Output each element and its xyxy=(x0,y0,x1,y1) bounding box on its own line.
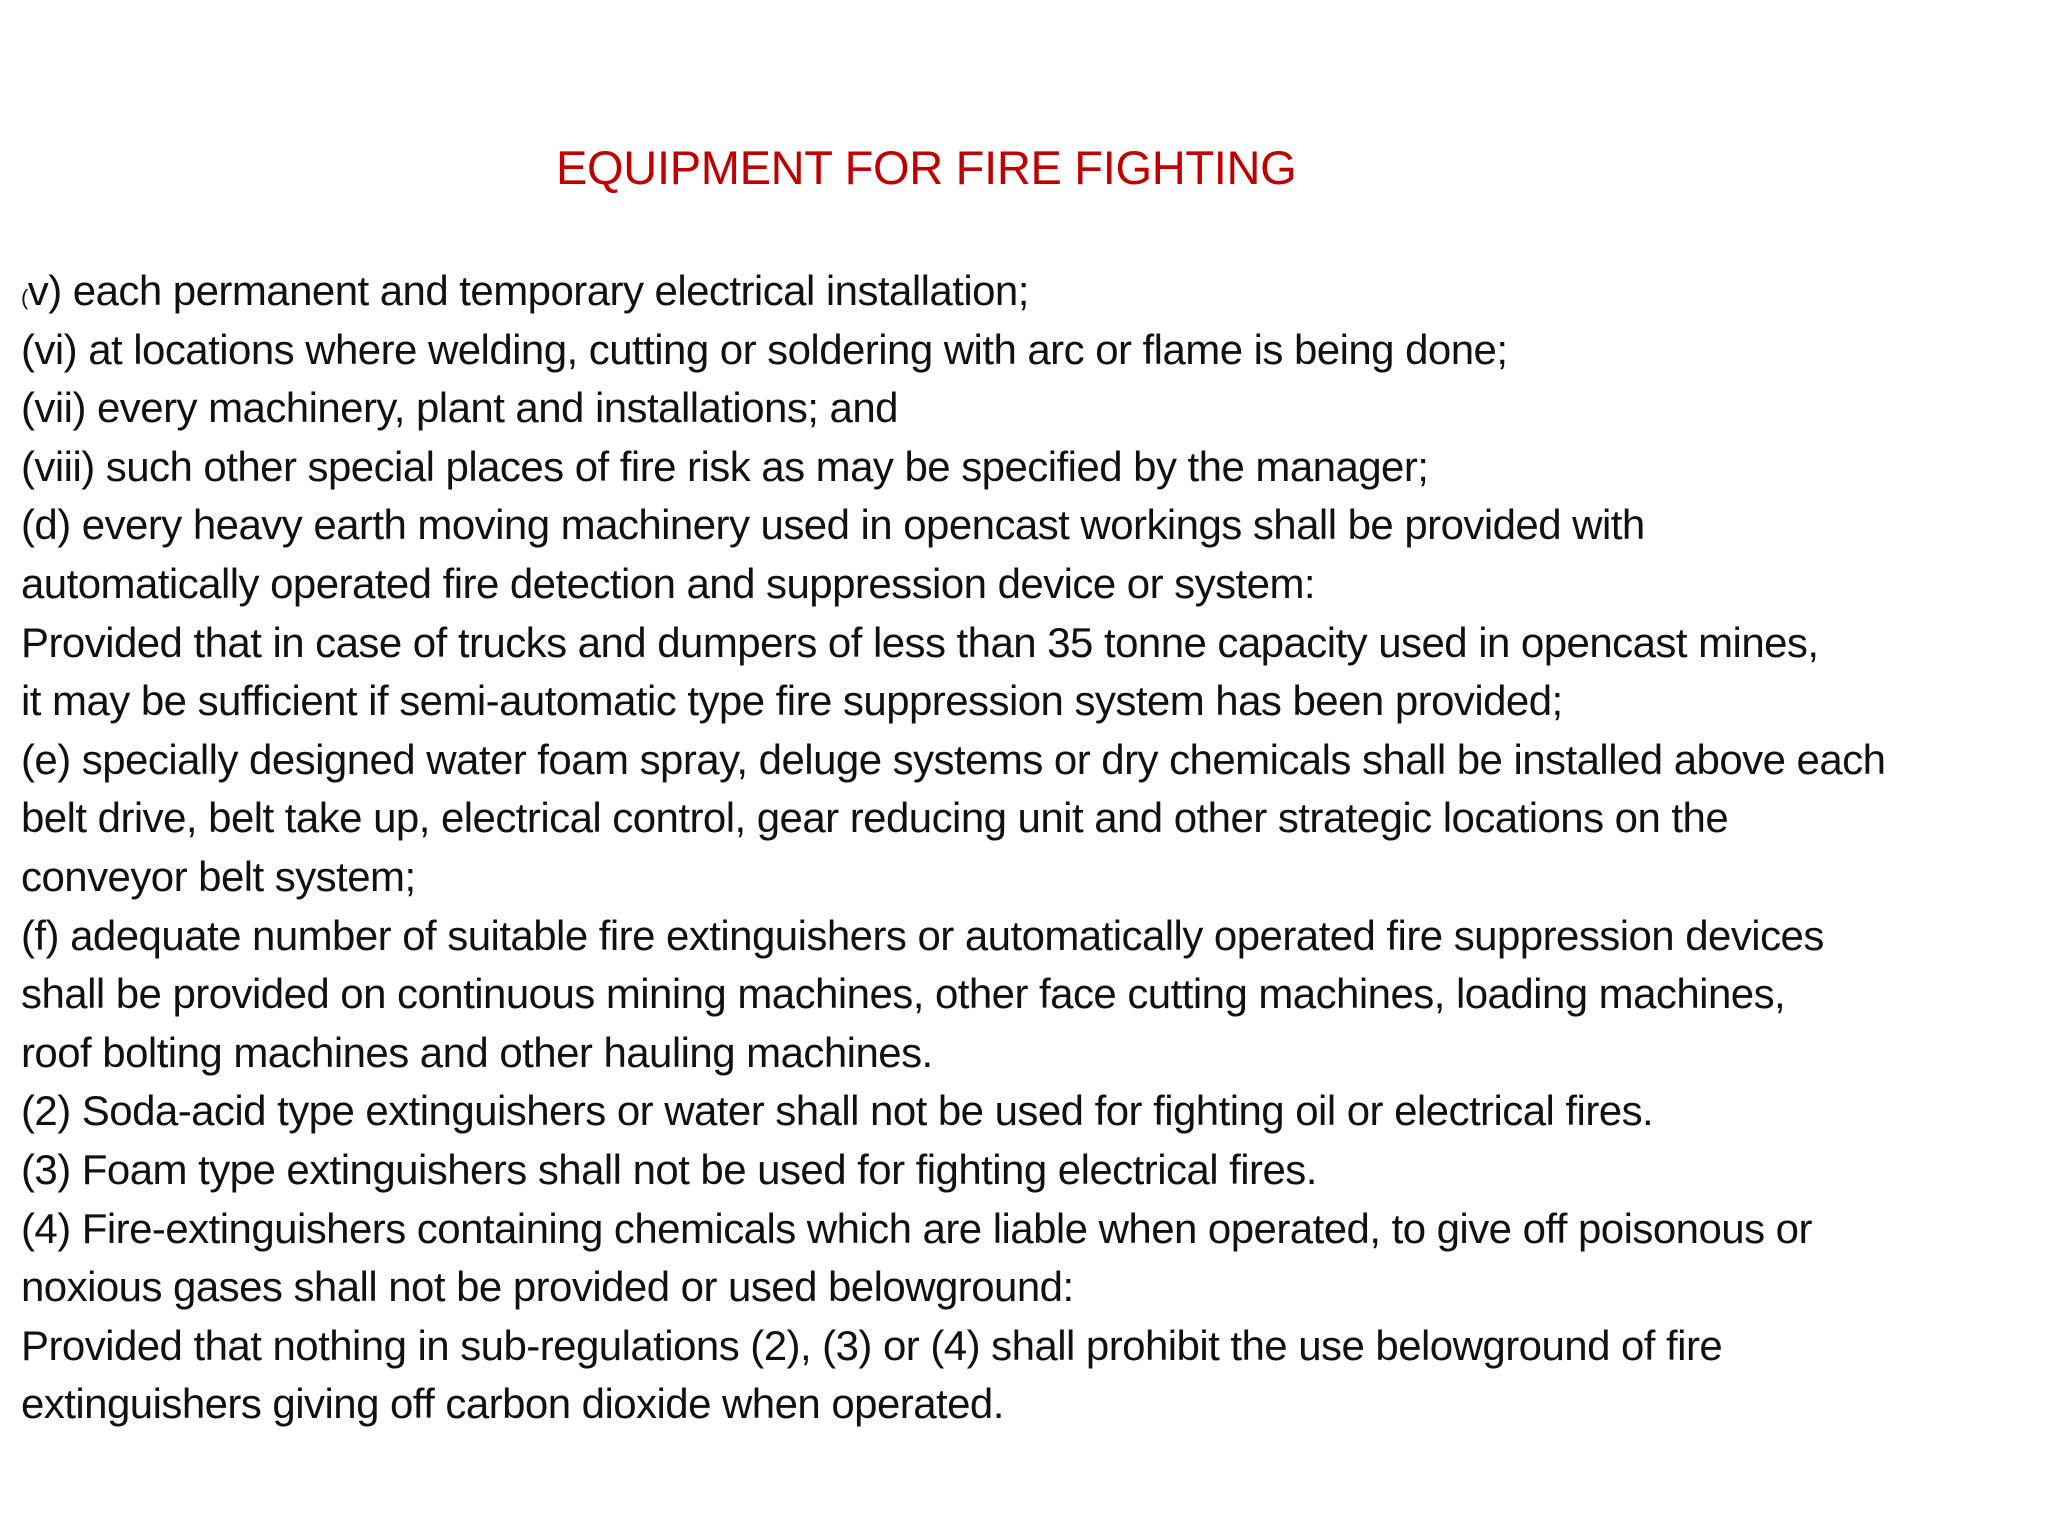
text-line: conveyor belt system; xyxy=(21,852,416,900)
text-line: (2) Soda-acid type extinguishers or water shall not be used for fighting oil or electrical fires. xyxy=(21,1087,1654,1135)
text-line: (4) Fire-extinguishers containing chemicals which are liable when operated, to give off poisonous or xyxy=(21,1204,1812,1252)
text-line: (vi) at locations where welding, cutting or soldering with arc or flame is being done; xyxy=(21,325,1508,373)
text-line: (viii) such other special places of fire risk as may be specified by the manager; xyxy=(21,442,1429,490)
text-line: noxious gases shall not be provided or used belowground: xyxy=(21,1263,1074,1311)
text-line: (d) every heavy earth moving machinery used in opencast workings shall be provided with xyxy=(21,501,1645,549)
line-text: v) each permanent and temporary electrical installation; xyxy=(27,267,1029,314)
slide-title: EQUIPMENT FOR FIRE FIGHTING xyxy=(556,141,1297,194)
text-line: (f) adequate number of suitable fire extinguishers or automatically operated fire suppression devices xyxy=(21,911,1824,959)
text-line: it may be sufficient if semi-automatic type fire suppression system has been provided; xyxy=(21,677,1563,725)
text-line: (vii) every machinery, plant and installations; and xyxy=(21,384,898,432)
text-line: roof bolting machines and other hauling machines. xyxy=(21,1028,933,1076)
text-line: shall be provided on continuous mining machines, other face cutting machines, loading machines, xyxy=(21,970,1786,1018)
regulation-text xyxy=(21,262,2036,1434)
text-line: (e) specially designed water foam spray, deluge systems or dry chemicals shall be installed above each xyxy=(21,735,1886,783)
opening-paren: ( xyxy=(21,285,28,310)
text-line: extinguishers giving off carbon dioxide when operated. xyxy=(21,1380,1004,1428)
text-line: (3) Foam type extinguishers shall not be used for fighting electrical fires. xyxy=(21,1145,1317,1193)
text-line: Provided that in case of trucks and dumpers of less than 35 tonne capacity used in opencast mines, xyxy=(21,618,1819,666)
text-line: belt drive, belt take up, electrical control, gear reducing unit and other strategic locations on the xyxy=(21,794,1729,842)
text-line: Provided that nothing in sub-regulations (2), (3) or (4) shall prohibit the use belowground of fire xyxy=(21,1321,1723,1369)
text-line xyxy=(21,262,2036,321)
text-line: automatically operated fire detection and suppression device or system: xyxy=(21,559,1315,607)
